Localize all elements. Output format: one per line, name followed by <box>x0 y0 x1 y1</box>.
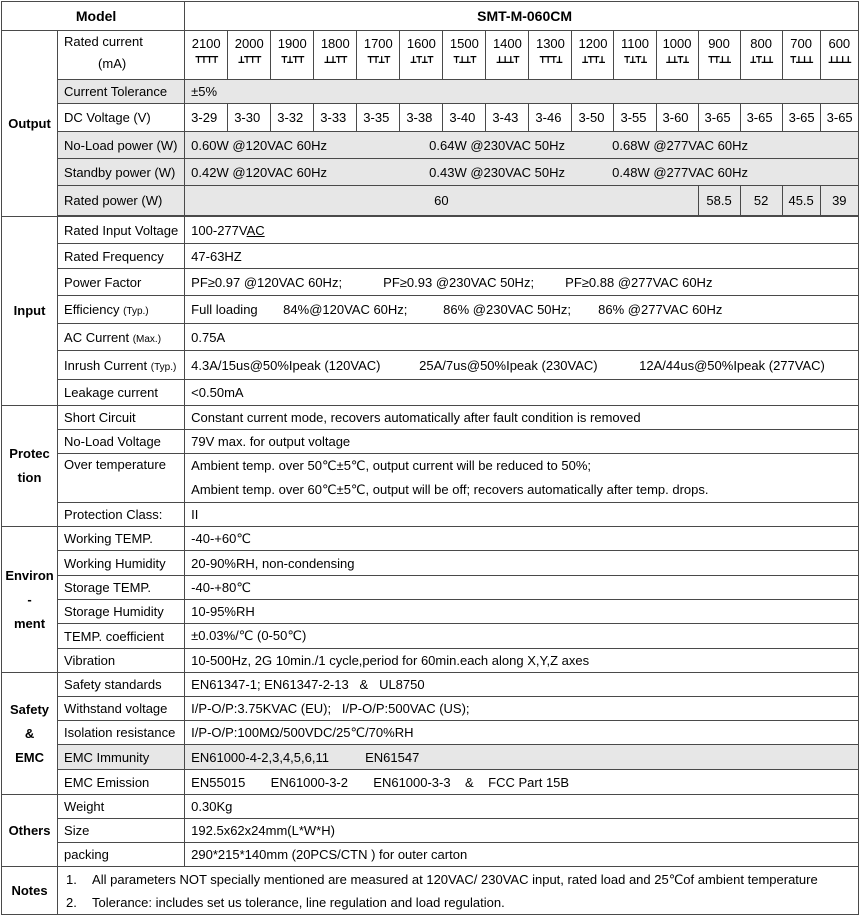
rated-current-cell: 1100 ⊤⊥⊤⊥ <box>614 31 656 80</box>
notes-row <box>2 867 859 915</box>
safety-standards-value: EN61347-1; EN61347-2-13 & UL8750 <box>185 673 859 697</box>
short-circuit-value: Constant current mode, recovers automatically after fault condition is removed <box>185 406 859 430</box>
dc-voltage-cell: 3-35 <box>357 104 400 132</box>
group-notes: Notes <box>2 867 58 915</box>
size-row <box>2 819 859 843</box>
rated-power-row <box>2 186 859 216</box>
short-circuit-row <box>2 406 859 430</box>
inrush-current-label: Inrush Current (Typ.) <box>58 351 185 380</box>
vibration-label: Vibration <box>58 649 185 673</box>
working-temp-row <box>2 527 859 551</box>
rated-current-cell: 1800 ⊥⊥⊤⊤ <box>314 31 357 80</box>
emc-immunity-value: EN61000-4-2,3,4,5,6,11 EN61547 <box>185 745 859 770</box>
rated-power-600: 39 <box>820 186 858 216</box>
dip-switch-icon: ⊤⊤⊤⊥ <box>539 53 562 66</box>
rated-current-cell: 1400 ⊥⊥⊥⊤ <box>486 31 529 80</box>
working-humidity-label: Working Humidity <box>58 551 185 576</box>
rated-current-cell: 2100 ⊤⊤⊤⊤ <box>185 31 228 80</box>
rated-frequency-value: 47-63HZ <box>185 244 859 269</box>
dc-voltage-cell: 3-43 <box>486 104 529 132</box>
emc-immunity-row <box>2 745 859 770</box>
storage-humidity-label: Storage Humidity <box>58 600 185 624</box>
weight-label: Weight <box>58 795 185 819</box>
dc-voltage-cell: 3-55 <box>614 104 656 132</box>
withstand-voltage-row <box>2 697 859 721</box>
working-humidity-value: 20-90%RH, non-condensing <box>185 551 859 576</box>
rated-current-cell: 900 ⊤⊤⊥⊥ <box>698 31 740 80</box>
efficiency-label: Efficiency (Typ.) <box>58 296 185 324</box>
current-tolerance-value: ±5% <box>185 80 859 104</box>
dip-switch-icon: ⊥⊥⊤⊤ <box>324 53 347 66</box>
packing-value: 290*215*140mm (20PCS/CTN ) for outer carton <box>185 843 859 867</box>
dc-voltage-cell: 3-60 <box>656 104 698 132</box>
storage-humidity-row <box>2 600 859 624</box>
rated-power-700: 45.5 <box>782 186 820 216</box>
header-row <box>2 2 859 31</box>
rated-power-800: 52 <box>740 186 782 216</box>
isolation-resistance-label: Isolation resistance <box>58 721 185 745</box>
withstand-voltage-value: I/P-O/P:3.75KVAC (EU); I/P-O/P:500VAC (US); <box>185 697 859 721</box>
storage-temp-value: -40-+80℃ <box>185 576 859 600</box>
ac-current-value: 0.75A <box>185 324 859 351</box>
isolation-resistance-value: I/P-O/P:100MΩ/500VDC/25℃/70%RH <box>185 721 859 745</box>
dc-voltage-cell: 3-65 <box>820 104 858 132</box>
model-value: SMT-M-060CM <box>185 2 859 31</box>
storage-temp-label: Storage TEMP. <box>58 576 185 600</box>
no-load-voltage-label: No-Load Voltage <box>58 430 185 454</box>
safety-standards-label: Safety standards <box>58 673 185 697</box>
dip-switch-icon: ⊤⊥⊥⊥ <box>789 53 813 66</box>
dip-switch-icon: ⊤⊤⊥⊤ <box>367 53 390 66</box>
dip-switch-icon: ⊥⊤⊥⊤ <box>410 53 433 66</box>
group-output: Output <box>2 31 58 217</box>
efficiency-row <box>2 296 859 324</box>
storage-temp-row <box>2 576 859 600</box>
group-safety-emc: Safety & EMC <box>2 673 58 795</box>
rated-power-label: Rated power (W) <box>58 186 185 216</box>
leakage-current-value: <0.50mA <box>185 380 859 406</box>
power-factor-value: PF≥0.97 @120VAC 60Hz; PF≥0.93 @230VAC 50Hz; PF≥0.88 @277VAC 60Hz <box>185 269 859 296</box>
leakage-current-label: Leakage current <box>58 380 185 406</box>
vibration-value: 10-500Hz, 2G 10min./1 cycle,period for 60min.each along X,Y,Z axes <box>185 649 859 673</box>
rated-frequency-label: Rated Frequency <box>58 244 185 269</box>
standby-power-value: 0.42W @120VAC 60Hz 0.43W @230VAC 50Hz 0.48W @277VAC 60Hz <box>185 159 859 186</box>
protection-class-value: II <box>185 503 859 527</box>
short-circuit-label: Short Circuit <box>58 406 185 430</box>
working-humidity-row <box>2 551 859 576</box>
group-input: Input <box>2 217 58 406</box>
dc-voltage-cell: 3-40 <box>443 104 486 132</box>
dc-voltage-cell: 3-46 <box>529 104 572 132</box>
rated-input-voltage-value: 100-277VAC <box>185 217 859 244</box>
rated-current-cell: 1000 ⊥⊥⊤⊥ <box>656 31 698 80</box>
safety-standards-row <box>2 673 859 697</box>
temp-coefficient-label: TEMP. coefficient <box>58 624 185 649</box>
over-temperature-label: Over temperature <box>58 454 185 503</box>
rated-current-cell: 1600 ⊥⊤⊥⊤ <box>400 31 443 80</box>
over-temperature-value: Ambient temp. over 50℃±5℃, output current will be reduced to 50%; Ambient temp. over 60℃±5℃, output will be off; recovers automatically after temp. drops. <box>185 454 859 503</box>
rated-current-cell: 1900 ⊤⊥⊤⊤ <box>271 31 314 80</box>
dip-switch-icon: ⊥⊤⊤⊤ <box>237 53 261 66</box>
dip-switch-icon: ⊥⊤⊥⊥ <box>749 53 773 66</box>
rated-current-row <box>2 31 859 80</box>
current-tolerance-label: Current Tolerance <box>58 80 185 104</box>
no-load-power-label: No-Load power (W) <box>58 132 185 159</box>
no-load-power-value: 0.60W @120VAC 60Hz 0.64W @230VAC 50Hz 0.68W @277VAC 60Hz <box>185 132 859 159</box>
dc-voltage-cell: 3-32 <box>271 104 314 132</box>
size-label: Size <box>58 819 185 843</box>
current-tolerance-row <box>2 80 859 104</box>
power-factor-row <box>2 269 859 296</box>
model-label: Model <box>2 2 185 31</box>
group-others: Others <box>2 795 58 867</box>
dip-switch-icon: ⊥⊥⊥⊤ <box>496 53 519 66</box>
rated-current-cell: 1700 ⊤⊤⊥⊤ <box>357 31 400 80</box>
rated-input-voltage-label: Rated Input Voltage <box>58 217 185 244</box>
no-load-voltage-value: 79V max. for output voltage <box>185 430 859 454</box>
rated-input-voltage-row <box>2 217 859 244</box>
dip-switch-icon: ⊥⊥⊥⊥ <box>828 53 851 66</box>
protection-class-label: Protection Class: <box>58 503 185 527</box>
dc-voltage-cell: 3-65 <box>698 104 740 132</box>
dc-voltage-cell: 3-33 <box>314 104 357 132</box>
temp-coefficient-row <box>2 624 859 649</box>
emc-emission-label: EMC Emission <box>58 770 185 795</box>
isolation-resistance-row <box>2 721 859 745</box>
rated-current-cell: 600 ⊥⊥⊥⊥ <box>820 31 858 80</box>
dc-voltage-row <box>2 104 859 132</box>
over-temperature-row <box>2 454 859 503</box>
storage-humidity-value: 10-95%RH <box>185 600 859 624</box>
standby-power-row <box>2 159 859 186</box>
standby-power-label: Standby power (W) <box>58 159 185 186</box>
weight-value: 0.30Kg <box>185 795 859 819</box>
no-load-voltage-row <box>2 430 859 454</box>
dip-switch-icon: ⊤⊤⊥⊥ <box>707 53 731 66</box>
inrush-current-value: 4.3A/15us@50%Ipeak (120VAC) 25A/7us@50%Ipeak (230VAC) 12A/44us@50%Ipeak (277VAC) <box>185 351 859 380</box>
rated-current-cell: 1300 ⊤⊤⊤⊥ <box>529 31 572 80</box>
efficiency-value: Full loading 84%@120VAC 60Hz; 86% @230VAC 50Hz; 86% @277VAC 60Hz <box>185 296 859 324</box>
dc-voltage-cell: 3-65 <box>782 104 820 132</box>
inrush-current-row <box>2 351 859 380</box>
rated-current-label: Rated current (mA) <box>58 31 185 80</box>
dip-switch-icon: ⊤⊥⊥⊤ <box>453 53 476 66</box>
rated-power-main: 60 <box>185 186 698 216</box>
dc-voltage-cell: 3-29 <box>185 104 228 132</box>
power-factor-label: Power Factor <box>58 269 185 296</box>
packing-label: packing <box>58 843 185 867</box>
weight-row <box>2 795 859 819</box>
dip-switch-icon: ⊤⊥⊤⊤ <box>281 53 304 66</box>
dc-voltage-cell: 3-30 <box>228 104 271 132</box>
rated-frequency-row <box>2 244 859 269</box>
group-environment: Environ - ment <box>2 527 58 673</box>
emc-emission-row <box>2 770 859 795</box>
note-2: Tolerance: includes set us tolerance, line regulation and load regulation. <box>92 894 505 910</box>
spec-table <box>1 1 859 915</box>
rated-power-900: 58.5 <box>698 186 740 216</box>
working-temp-label: Working TEMP. <box>58 527 185 551</box>
dc-voltage-cell: 3-38 <box>400 104 443 132</box>
emc-emission-value: EN55015 EN61000-3-2 EN61000-3-3 & FCC Part 15B <box>185 770 859 795</box>
ac-current-row <box>2 324 859 351</box>
rated-current-cell: 800 ⊥⊤⊥⊥ <box>740 31 782 80</box>
no-load-power-row <box>2 132 859 159</box>
leakage-current-row <box>2 380 859 406</box>
size-value: 192.5x62x24mm(L*W*H) <box>185 819 859 843</box>
note-1: All parameters NOT specially mentioned are measured at 120VAC/ 230VAC input, rated load and 25℃of ambient temperature <box>92 871 818 887</box>
dc-voltage-label: DC Voltage (V) <box>58 104 185 132</box>
working-temp-value: -40-+60℃ <box>185 527 859 551</box>
notes-value: 1. All parameters NOT specially mentioned are measured at 120VAC/ 230VAC input, rated load and 25℃of ambient temperature 2. Tolerance: includes set us tolerance, line regulation and load regulation. <box>58 867 859 915</box>
dip-switch-icon: ⊥⊤⊤⊥ <box>581 53 605 66</box>
dc-voltage-cell: 3-65 <box>740 104 782 132</box>
withstand-voltage-label: Withstand voltage <box>58 697 185 721</box>
dip-switch-icon: ⊤⊤⊤⊤ <box>194 53 218 66</box>
vibration-row <box>2 649 859 673</box>
group-protection: Protec tion <box>2 406 58 527</box>
ac-current-label: AC Current (Max.) <box>58 324 185 351</box>
emc-immunity-label: EMC Immunity <box>58 745 185 770</box>
temp-coefficient-value: ±0.03%/℃ (0-50℃) <box>185 624 859 649</box>
dc-voltage-cell: 3-50 <box>572 104 614 132</box>
dip-switch-icon: ⊤⊥⊤⊥ <box>623 53 647 66</box>
dip-switch-icon: ⊥⊥⊤⊥ <box>665 53 689 66</box>
rated-current-cell: 1200 ⊥⊤⊤⊥ <box>572 31 614 80</box>
rated-current-cell: 700 ⊤⊥⊥⊥ <box>782 31 820 80</box>
rated-current-cell: 1500 ⊤⊥⊥⊤ <box>443 31 486 80</box>
rated-current-cell: 2000 ⊥⊤⊤⊤ <box>228 31 271 80</box>
packing-row <box>2 843 859 867</box>
protection-class-row <box>2 503 859 527</box>
